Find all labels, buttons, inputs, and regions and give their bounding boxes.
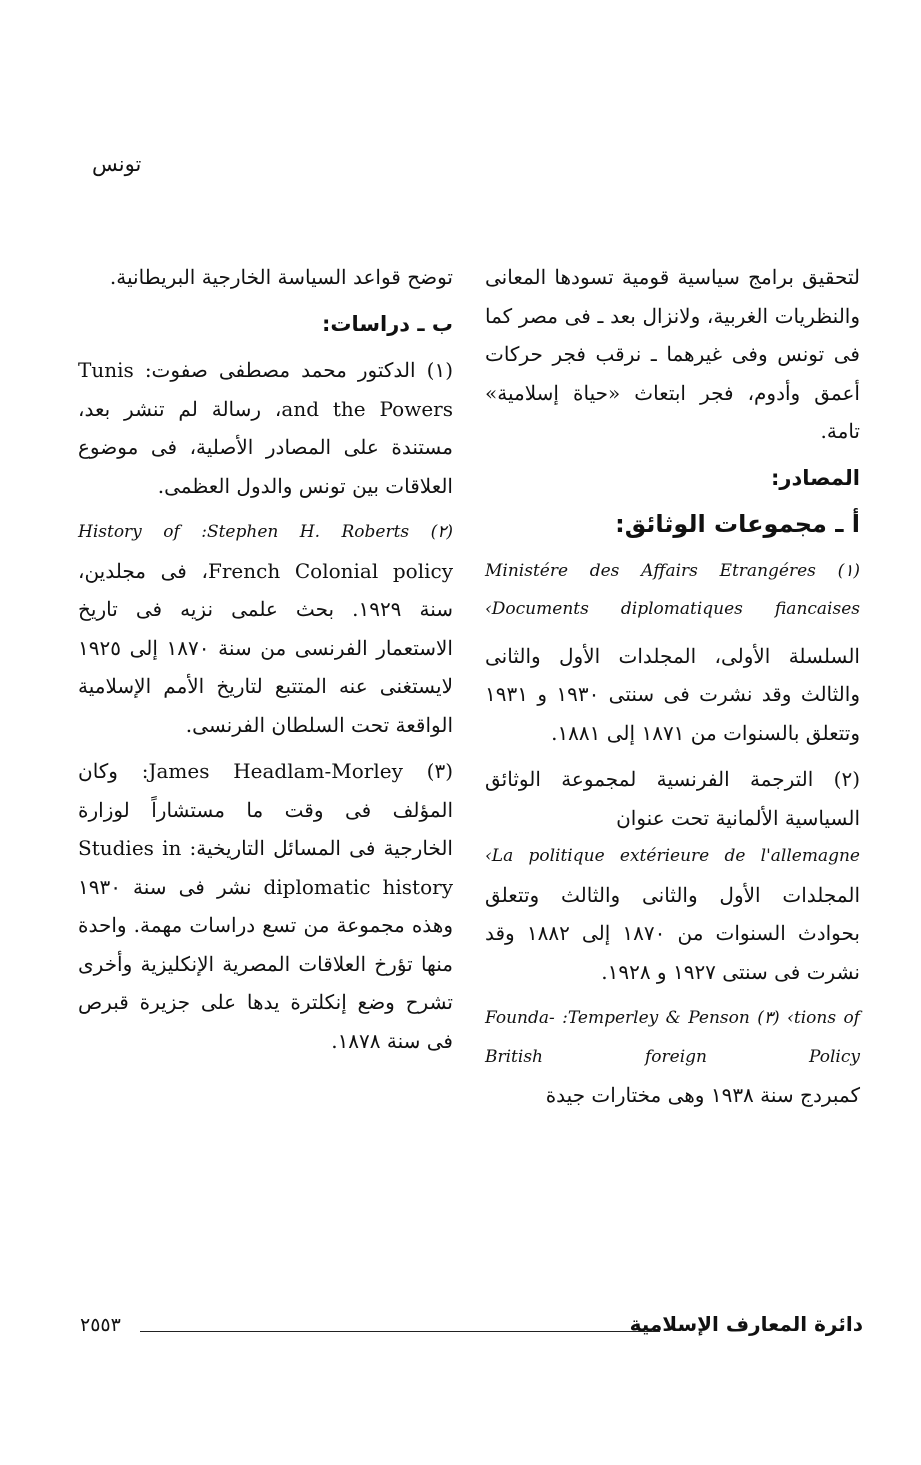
page-number: ٢٥٥٣ [80,1314,121,1336]
continuation-paragraph: توضح قواعد السياسة الخارجية البريطانية. [109,265,453,289]
item1-text: السلسلة الأولى، المجلدات الأول والثانى والثالث وقد نشرت فى سنتى ١٩٣٠ و ١٩٣١ وتتعلق بالسنوات من ١٨٧١ إلى ١٨٨١. [485,643,860,745]
right-column [485,258,860,1123]
documents-heading: أ ـ مجموعات الوثائق: [615,510,860,538]
running-head: تونس [92,152,142,176]
studies-heading: ب ـ دراسات: [321,311,453,336]
footer-title: دائرة المعارف الإسلامية [629,1312,863,1336]
item3-text: كمبردج سنة ١٩٣٨ وهى مختارات جيدة [545,1083,860,1107]
study1-paragraph: (١) الدكتور محمد مصطفى صفوت: Tunis and the Powers، رسالة لم تنشر بعد، مستندة على المصادر الأصلية، فى موضوع العلاقات بين تونس والدول العظمى. [78,358,453,498]
study2-latin: History of :Stephen H. Roberts (٢) [78,522,453,542]
item2-latin: ‹La politique extérieure de l'allemagne [485,846,860,866]
item1-latin: Ministére des Affairs Etrangéres (١) ‹Documents diplomatiques fiancaises [485,560,860,619]
item2-text: (٢) الترجمة الفرنسية لمجموعة الوثائق السياسية الألمانية تحت عنوان [485,767,860,830]
intro-paragraph: لتحقيق برامج سياسية قومية تسودها المعانى والنظريات الغربية، ولانزال بعد ـ فى مصر كما فى تونس وفى غيرهما ـ نرقب فجر حركات أعمق وأدوم، فجر ابتعاث «حياة إسلامية» تامة. [485,265,860,443]
sources-heading: المصادر: [770,465,860,490]
left-column [78,258,453,1068]
footer-rule [140,1331,660,1332]
item3-latin: Founda- :Temperley & Penson (٣) ‹tions of British foreign Policy [485,1008,860,1067]
study2-paragraph: French Colonial policy، فى مجلدين، سنة ١٩٢٩. بحث علمى نزيه فى تاريخ الاستعمار الفرنسى من سنة ١٨٧٠ إلى ١٩٢٥ لايستغنى عنه المتتبع لتاريخ الأمم الإسلامية الواقعة تحت السلطان الفرنسى. [78,558,454,737]
study3-paragraph: (٣) James Headlam-Morley: وكان المؤلف فى وقت ما مستشاراً لوزارة الخارجية فى المسائل التاريخية: Studies in diplomatic history نشر فى سنة ١٩٣٠ وهذه مجموعة من تسع دراسات مهمة. واحدة منها تؤرخ العلاقات المصرية الإنكليزية وأخرى تشرح وضع إنكلترة يدها على جزيرة قبرص فى سنة ١٨٧٨. [78,759,453,1053]
item2-text2: المجلدات الأول والثانى والثالث وتتعلق بحوادث السنوات من ١٨٧٠ إلى ١٨٨٢ وقد نشرت فى سنتى ١٩٢٧ و ١٩٢٨. [485,882,860,984]
